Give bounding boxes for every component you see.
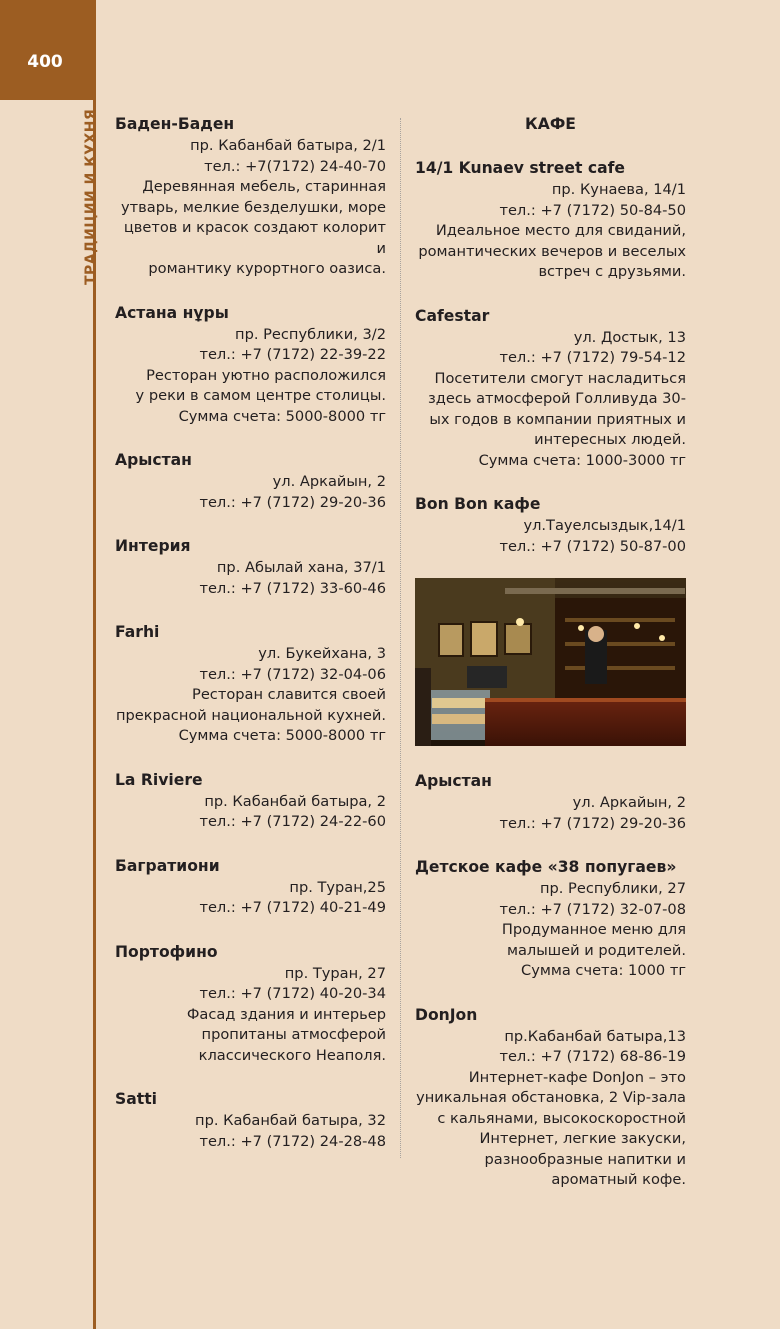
venue-detail-line: Ресторан славится своей — [192, 686, 386, 703]
venue-detail-line: пр. Абылай хана, 37/1 — [216, 559, 386, 576]
venue-detail-line: пр. Кабанбай батыра, 2/1 — [190, 137, 386, 154]
cafe-interior-photo — [415, 578, 686, 746]
venue-detail-line: тел.: +7 (7172) 29-20-36 — [499, 814, 686, 832]
venue-entry — [115, 620, 386, 747]
venue-detail-line: классического Неаполя. — [198, 1046, 386, 1064]
venue-name: 14/1 Kunaev street cafe — [415, 159, 625, 177]
venue-detail-line: тел.: +7 (7172) 24-22-60 — [199, 813, 386, 830]
venue-detail-line: тел.: +7 (7172) 22-39-22 — [199, 346, 386, 363]
venue-entry — [115, 534, 386, 599]
venue-entry — [115, 940, 386, 1067]
venue-detail-line: пропитаны атмосферой — [201, 1026, 386, 1043]
venue-detail-line: Сумма счета: 1000 тг — [521, 962, 686, 979]
cafes-list-top — [415, 156, 686, 557]
venue-detail-line: тел.: +7 (7172) 40-20-34 — [199, 985, 386, 1002]
venue-detail-line: романтику курортного оазиса. — [148, 260, 386, 277]
page-number-box — [0, 0, 96, 100]
venue-detail-line: тел.: +7 (7172) 33-60-46 — [199, 579, 386, 597]
venue-detail-line: здесь атмосферой Голливуда 30- — [428, 390, 686, 407]
venue-name: Багратиони — [115, 856, 220, 875]
venue-name: Арыстан — [415, 772, 492, 790]
venue-detail-line: ароматный кофе. — [551, 1171, 686, 1188]
cafes-list-bottom — [415, 769, 686, 1191]
venue-detail-line: пр. Республики, 3/2 — [235, 325, 386, 343]
venue-detail-line: малышей и родителей. — [506, 941, 686, 959]
cafes-heading: КАФЕ — [525, 115, 576, 133]
venue-detail-line: Сумма счета: 5000-8000 тг — [178, 727, 386, 744]
venue-detail-line: цветов и красок создают колорит и — [123, 219, 386, 257]
venue-entry — [415, 769, 686, 834]
cafes-column — [415, 112, 686, 1212]
venue-detail-line: тел.: +7 (7172) 29-20-36 — [199, 493, 386, 511]
venue-detail-line: пр.Кабанбай батыра,13 — [504, 1027, 686, 1045]
venue-name: Портофино — [115, 942, 218, 961]
venue-name: Интерия — [115, 537, 191, 555]
venue-detail-line: Интернет-кафе DonJon – это — [468, 1068, 686, 1086]
venue-entry — [115, 448, 386, 513]
venue-detail-line: тел.: +7 (7172) 32-07-08 — [499, 900, 686, 918]
venue-detail-line: ул.Тауелсыздык,14/1 — [523, 517, 686, 534]
venue-detail-line: утварь, мелкие безделушки, море — [121, 198, 386, 216]
venue-name: La Riviere — [115, 770, 203, 789]
venue-entry — [115, 1087, 386, 1152]
venue-entry — [415, 492, 686, 557]
venue-detail-line: пр. Кунаева, 14/1 — [551, 181, 686, 198]
venue-detail-line: ул. Аркайын, 2 — [272, 473, 386, 490]
venue-entry — [115, 854, 386, 919]
venue-detail-line: встреч с друзьями. — [538, 263, 686, 280]
venue-detail-line: ул. Аркайын, 2 — [572, 794, 686, 811]
venue-name: Bon Bon кафе — [415, 495, 541, 513]
venue-entry — [115, 112, 386, 280]
venue-name: Астана нұры — [115, 303, 229, 322]
venue-detail-line: Сумма счета: 5000-8000 тг — [178, 407, 386, 425]
venue-detail-line: интересных людей. — [534, 431, 686, 448]
venue-entry — [415, 304, 686, 472]
venue-detail-line: ул. Достык, 13 — [573, 328, 686, 346]
venue-detail-line: ых годов в компании приятных и — [429, 410, 686, 428]
venue-detail-line: пр. Туран,25 — [289, 878, 386, 896]
venue-detail-line: тел.: +7(7172) 24-40-70 — [204, 157, 386, 175]
venue-name: Farhi — [115, 623, 160, 641]
venue-detail-line: тел.: +7 (7172) 79-54-12 — [499, 349, 686, 366]
venue-detail-line: разнообразные напитки и — [484, 1150, 686, 1168]
venue-detail-line: Фасад здания и интерьер — [186, 1005, 386, 1023]
venue-detail-line: Посетители смогут насладиться — [434, 369, 686, 387]
venue-detail-line: Ресторан уютно расположился — [146, 366, 386, 384]
venue-detail-line: Деревянная мебель, старинная — [142, 178, 386, 195]
venue-name: Детское кафе «38 попугаев» — [415, 858, 677, 876]
venue-entry — [115, 301, 386, 428]
venue-detail-line: пр. Кабанбай батыра, 2 — [204, 792, 386, 810]
venue-detail-line: пр. Туран, 27 — [284, 964, 386, 982]
venue-name: Арыстан — [115, 451, 192, 469]
venue-detail-line: с кальянами, высокоскоростной — [437, 1109, 686, 1127]
venue-name: Satti — [115, 1090, 158, 1108]
venue-detail-line: прекрасной национальной кухней. — [116, 706, 386, 724]
venue-name: Cafestar — [415, 306, 490, 325]
venue-detail-line: тел.: +7 (7172) 50-87-00 — [499, 537, 686, 555]
venue-detail-line: тел.: +7 (7172) 68-86-19 — [499, 1048, 686, 1065]
venue-detail-line: пр. Кабанбай батыра, 32 — [195, 1112, 386, 1129]
column-divider — [400, 118, 401, 1158]
venue-entry — [415, 156, 686, 283]
venue-detail-line: ул. Букейхана, 3 — [258, 645, 386, 662]
section-title-vertical: ТРАДИЦИИ И КУХНЯ — [83, 108, 99, 285]
venue-entry — [415, 855, 686, 982]
venue-detail-line: тел.: +7 (7172) 50-84-50 — [499, 201, 686, 219]
venue-detail-line: Интернет, легкие закуски, — [479, 1130, 686, 1147]
venue-detail-line: романтических вечеров и веселых — [418, 242, 686, 260]
venue-detail-line: тел.: +7 (7172) 24-28-48 — [199, 1132, 386, 1150]
venue-detail-line: Сумма счета: 1000-3000 тг — [478, 451, 686, 469]
restaurants-column — [115, 112, 386, 1173]
venue-detail-line: тел.: +7 (7172) 32-04-06 — [199, 665, 386, 683]
venue-detail-line: тел.: +7 (7172) 40-21-49 — [199, 899, 386, 916]
page-number: 400 — [27, 52, 63, 72]
side-margin-strip — [0, 0, 96, 1329]
venue-entry — [415, 1003, 686, 1191]
venue-detail-line: пр. Республики, 27 — [539, 880, 686, 897]
venue-detail-line: уникальная обстановка, 2 Vip-зала — [416, 1089, 686, 1106]
venue-detail-line: у реки в самом центре столицы. — [135, 387, 386, 404]
venue-detail-line: Идеальное место для свиданий, — [435, 222, 686, 239]
venue-entry — [115, 768, 386, 833]
venue-detail-line: Продуманное меню для — [501, 921, 686, 938]
venue-name: Баден-Баден — [115, 115, 235, 133]
venue-name: DonJon — [415, 1005, 478, 1024]
